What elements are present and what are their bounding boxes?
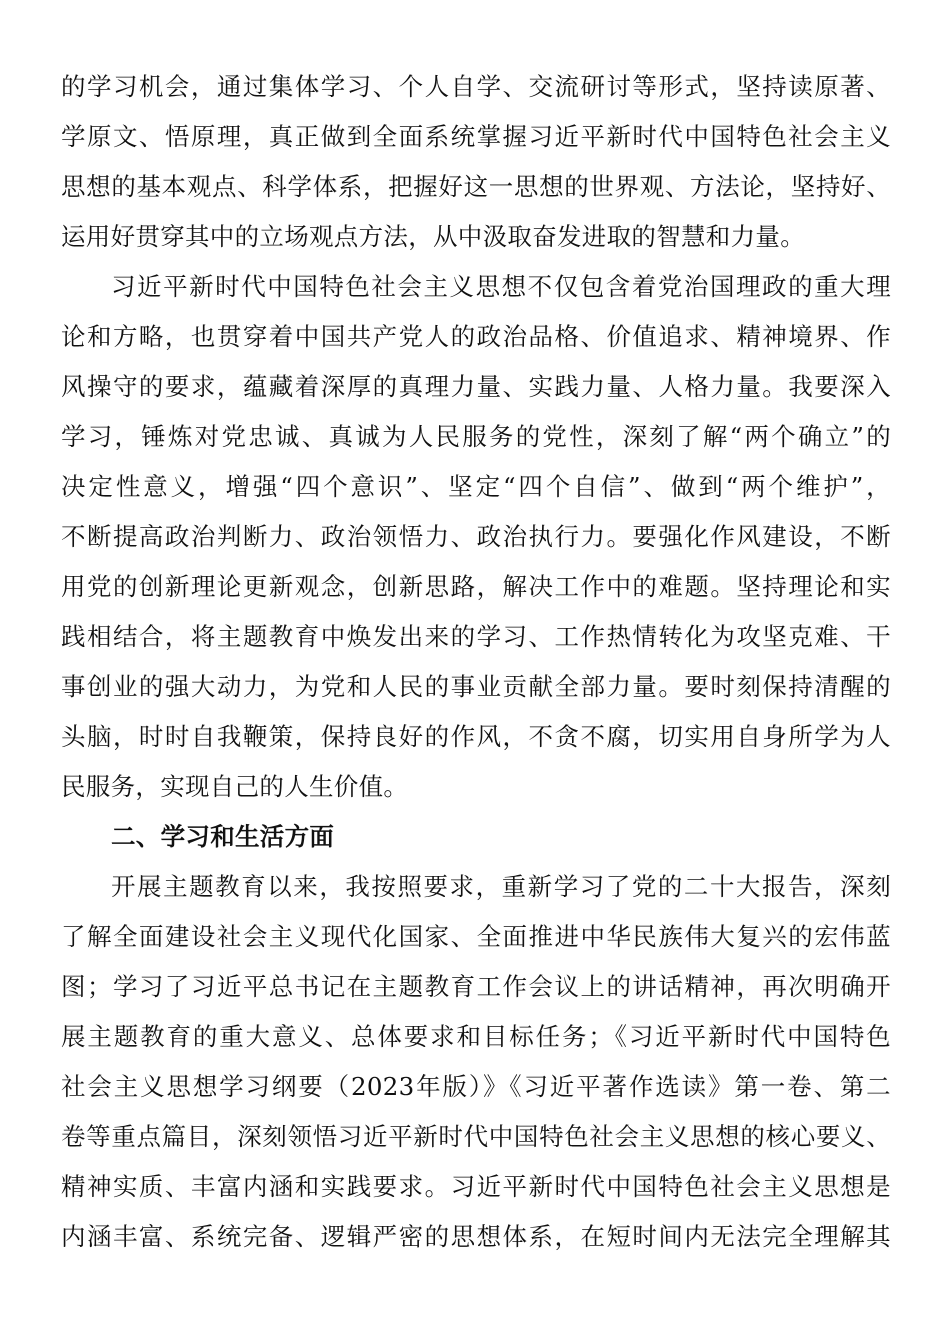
paragraph-2-line-11: 民服务，实现自己的人生价值。	[61, 772, 409, 801]
paragraph-1-line-1: 的学习机会，通过集体学习、个人自学、交流研讨等形式，坚持读原著、	[61, 72, 891, 101]
paragraph-2-line-6: 不断提高政治判断力、政治领悟力、政治执行力。要强化作风建设，不断	[61, 522, 891, 551]
paragraph-2-line-8: 践相结合，将主题教育中焕发出来的学习、工作热情转化为攻坚克难、干	[61, 622, 891, 651]
paragraph-3-line-6: 卷等重点篇目，深刻领悟习近平新时代中国特色社会主义思想的核心要义、	[61, 1122, 891, 1151]
paragraph-3-line-7: 精神实质、丰富内涵和实践要求。习近平新时代中国特色社会主义思想是	[61, 1172, 891, 1201]
paragraph-3-line-8: 内涵丰富、系统完备、逻辑严密的思想体系，在短时间内无法完全理解其	[61, 1222, 891, 1251]
paragraph-2-line-5: 决定性意义，增强“四个意识”、坚定“四个自信”、做到“两个维护”，	[61, 472, 891, 501]
paragraph-3-line-3: 图；学习了习近平总书记在主题教育工作会议上的讲话精神，再次明确开	[61, 972, 891, 1001]
paragraph-3-line-1: 开展主题教育以来，我按照要求，重新学习了党的二十大报告，深刻	[111, 872, 891, 901]
paragraph-2-line-10: 头脑，时时自我鞭策，保持良好的作风，不贪不腐，切实用自身所学为人	[61, 722, 891, 751]
paragraph-1-line-2: 学原文、悟原理，真正做到全面系统掌握习近平新时代中国特色社会主义	[61, 122, 891, 151]
paragraph-2-line-7: 用党的创新理论更新观念，创新思路，解决工作中的难题。坚持理论和实	[61, 572, 891, 601]
paragraph-1-line-4: 运用好贯穿其中的立场观点方法，从中汲取奋发进取的智慧和力量。	[61, 222, 805, 251]
paragraph-2-line-3: 风操守的要求，蕴藏着深厚的真理力量、实践力量、人格力量。我要深入	[61, 372, 891, 401]
paragraph-2-line-2: 论和方略，也贯穿着中国共产党人的政治品格、价值追求、精神境界、作	[61, 322, 891, 351]
paragraph-2-line-1: 习近平新时代中国特色社会主义思想不仅包含着党治国理政的重大理	[111, 272, 891, 301]
paragraph-3-line-4: 展主题教育的重大意义、总体要求和目标任务；《习近平新时代中国特色	[61, 1022, 891, 1051]
paragraph-2-line-4: 学习，锤炼对党忠诚、真诚为人民服务的党性，深刻了解“两个确立”的	[61, 422, 891, 451]
paragraph-3-line-5: 社会主义思想学习纲要（2023年版）》《习近平著作选读》第一卷、第二	[61, 1072, 891, 1101]
paragraph-3-line-2: 了解全面建设社会主义现代化国家、全面推进中华民族伟大复兴的宏伟蓝	[61, 922, 891, 951]
section-heading: 二、学习和生活方面	[111, 822, 335, 851]
paragraph-1-line-3: 思想的基本观点、科学体系，把握好这一思想的世界观、方法论，坚持好、	[61, 172, 891, 201]
paragraph-2-line-9: 事创业的强大动力，为党和人民的事业贡献全部力量。要时刻保持清醒的	[61, 672, 891, 701]
